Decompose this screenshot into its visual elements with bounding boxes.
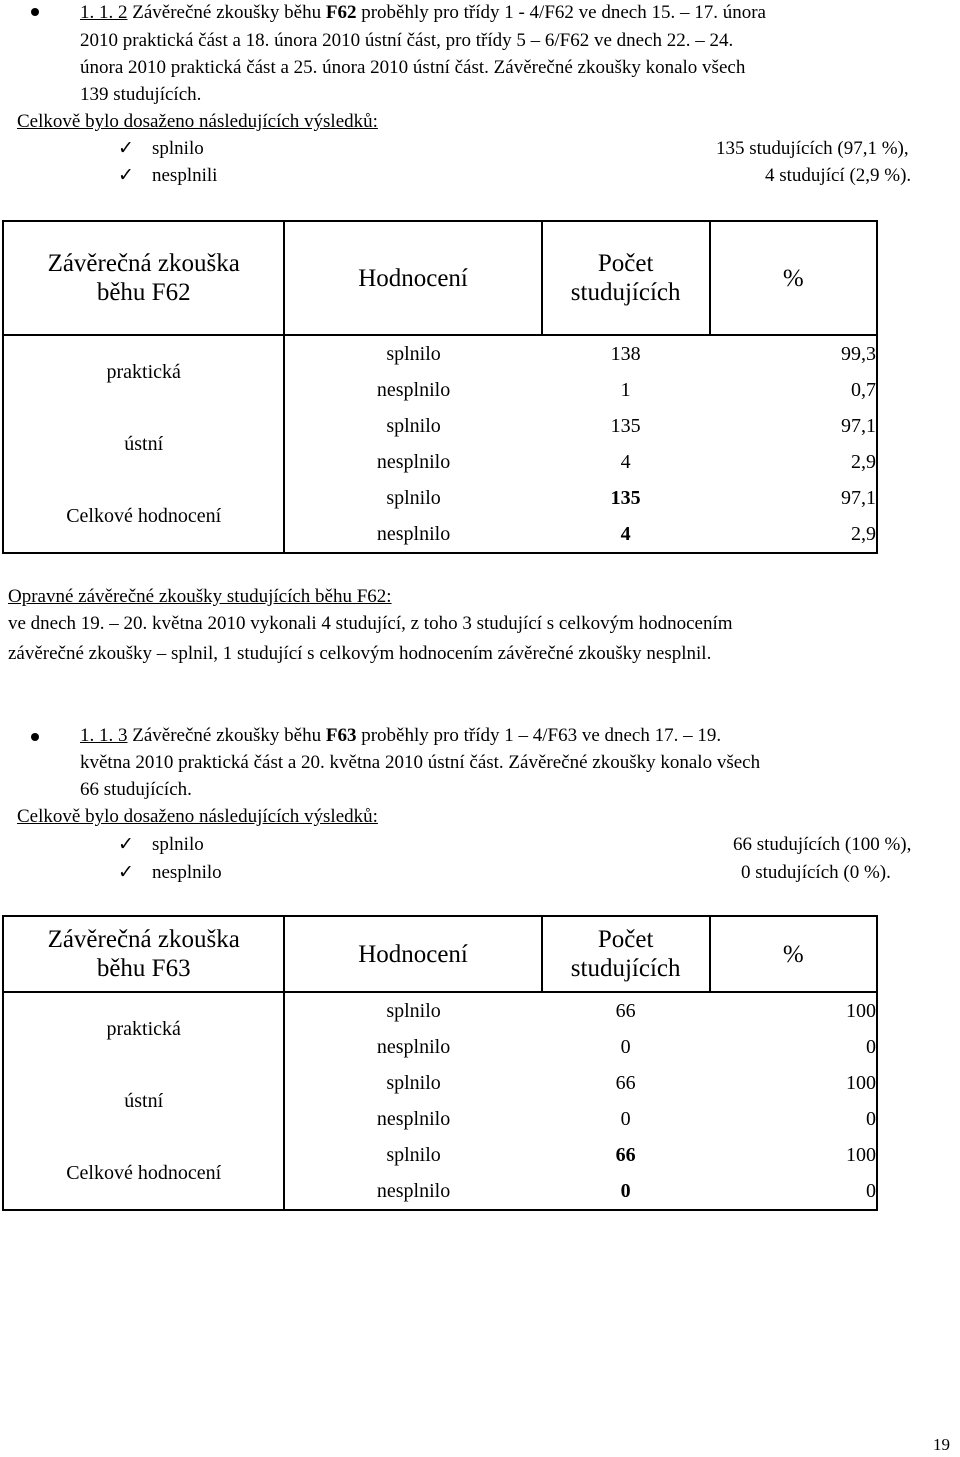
heading-text: Závěrečné zkoušky běhu: [127, 2, 326, 23]
cell-count: [542, 1137, 710, 1173]
table-row: [3, 1065, 877, 1101]
section-number: 1. 1. 2: [80, 2, 128, 23]
cell-evaluation: splnilo: [386, 486, 441, 509]
result-value: 66 studujících (100 %),: [733, 834, 912, 855]
bullet-icon: [31, 8, 39, 16]
results-table-f63: [2, 915, 878, 1211]
cell-count-value: 66: [615, 1143, 636, 1166]
table-row: [3, 480, 877, 516]
checkmark-icon: ✓: [118, 862, 134, 883]
cell-count: 1: [620, 378, 631, 401]
category-oral: ústní: [3, 1065, 284, 1137]
retake-line: ve dnech 19. – 20. května 2010 vykonali 4 studující, z toho 3 studující s celkovým hodnocením: [8, 613, 733, 634]
program-code: F62: [325, 2, 357, 23]
header-evaluation: Hodnocení: [284, 916, 541, 992]
checkmark-icon: ✓: [118, 165, 134, 186]
category-oral: ústní: [3, 408, 284, 480]
cell-percent: 97,1: [710, 480, 877, 516]
header-exam: Závěrečná zkouška běhu F63: [3, 916, 284, 992]
table-row: [3, 1137, 877, 1173]
header-count: Počet studujících: [542, 916, 710, 992]
category-practical: praktická: [3, 335, 284, 408]
result-value: 4 studující (2,9 %).: [765, 165, 912, 186]
paragraph-line: února 2010 praktická část a 25. února 2010 ústní část. Závěrečné zkoušky konalo všech: [80, 57, 746, 78]
checkmark-icon: ✓: [118, 138, 134, 159]
category-practical: praktická: [3, 992, 284, 1065]
cell-evaluation: nesplnilo: [376, 1035, 451, 1058]
paragraph-line: 139 studujících.: [80, 84, 202, 105]
cell-count-value: 4: [620, 522, 631, 545]
result-label: splnilo: [152, 138, 204, 159]
overall-results-label: Celkově bylo dosaženo následujících výsledků:: [17, 806, 378, 827]
cell-percent: 0,7: [710, 372, 877, 408]
paragraph-line: 2010 praktická část a 18. února 2010 ústní část, pro třídy 5 – 6/F62 ve dnech 22. – 24.: [80, 30, 734, 51]
heading-text: Závěrečné zkoušky běhu: [127, 725, 326, 746]
page-number: 19: [933, 1435, 950, 1454]
cell-percent: 2,9: [710, 516, 877, 553]
cell-evaluation: nesplnilo: [284, 1173, 541, 1210]
category-overall: Celkové hodnocení: [3, 480, 284, 553]
cell-evaluation: nesplnilo: [376, 1107, 451, 1130]
table-row: [3, 992, 877, 1029]
cell-percent: 97,1: [710, 408, 877, 444]
program-code: F63: [325, 725, 357, 746]
bullet-icon: [31, 733, 39, 741]
paragraph-line: 66 studujících.: [80, 779, 192, 800]
cell-evaluation: nesplnilo: [284, 516, 541, 553]
cell-percent: 100: [710, 1137, 877, 1173]
header-percent: %: [710, 221, 877, 335]
retake-title: Opravné závěrečné zkoušky studujících běhu F62:: [8, 586, 392, 607]
cell-evaluation: splnilo: [386, 414, 441, 437]
header-exam: Závěrečná zkouška běhu F62: [3, 221, 284, 335]
table-row: [3, 408, 877, 444]
cell-percent: 100: [710, 1065, 877, 1101]
cell-count-value: 0: [620, 1179, 631, 1202]
cell-evaluation: splnilo: [386, 999, 441, 1022]
header-evaluation: Hodnocení: [284, 221, 541, 335]
table-row: [3, 335, 877, 372]
cell-percent: 100: [710, 992, 877, 1029]
cell-percent: 0: [710, 1101, 877, 1137]
cell-evaluation: splnilo: [386, 1143, 441, 1166]
cell-count: 0: [620, 1035, 631, 1058]
header-percent: %: [710, 916, 877, 992]
cell-evaluation: splnilo: [386, 1071, 441, 1094]
cell-evaluation: nesplnilo: [376, 450, 451, 473]
checkmark-icon: ✓: [118, 834, 134, 855]
result-label: nesplnilo: [152, 862, 222, 883]
result-value: 135 studujících (97,1 %),: [716, 138, 909, 159]
result-label: splnilo: [152, 834, 204, 855]
overall-results-label: Celkově bylo dosaženo následujících výsledků:: [17, 111, 378, 132]
cell-count: 66: [615, 1071, 636, 1094]
cell-percent: 0: [710, 1029, 877, 1065]
section-f63-heading: [80, 722, 721, 749]
heading-text-rest: proběhly pro třídy 1 – 4/F63 ve dnech 17. – 19.: [356, 725, 722, 746]
header-count: Počet studujících: [542, 221, 710, 335]
paragraph-line: května 2010 praktická část a 20. května 2010 ústní část. Závěrečné zkoušky konalo všech: [80, 752, 761, 773]
cell-count: 4: [620, 450, 631, 473]
section-f62-heading: [80, 0, 766, 26]
retake-line: závěrečné zkoušky – splnil, 1 studující s celkovým hodnocením závěrečné zkoušky nesplnil.: [8, 643, 712, 664]
cell-count: 135: [610, 414, 641, 437]
cell-percent: 99,3: [710, 335, 877, 372]
section-number: 1. 1. 3: [80, 725, 128, 746]
cell-count: [542, 1173, 710, 1210]
category-overall: Celkové hodnocení: [3, 1137, 284, 1210]
heading-text-rest: proběhly pro třídy 1 - 4/F62 ve dnech 15. – 17. února: [356, 2, 766, 23]
result-value: 0 studujících (0 %).: [741, 862, 891, 883]
results-table-f62: [2, 220, 878, 554]
cell-evaluation: splnilo: [386, 342, 441, 365]
cell-count: [542, 516, 710, 553]
cell-evaluation: nesplnilo: [376, 378, 451, 401]
cell-count: [542, 480, 710, 516]
result-label: nesplnili: [152, 165, 218, 186]
cell-count: 66: [615, 999, 636, 1022]
cell-count: 0: [620, 1107, 631, 1130]
cell-percent: 0: [710, 1173, 877, 1210]
cell-percent: 2,9: [710, 444, 877, 480]
cell-count-value: 135: [610, 486, 641, 509]
cell-count: 138: [610, 342, 641, 365]
